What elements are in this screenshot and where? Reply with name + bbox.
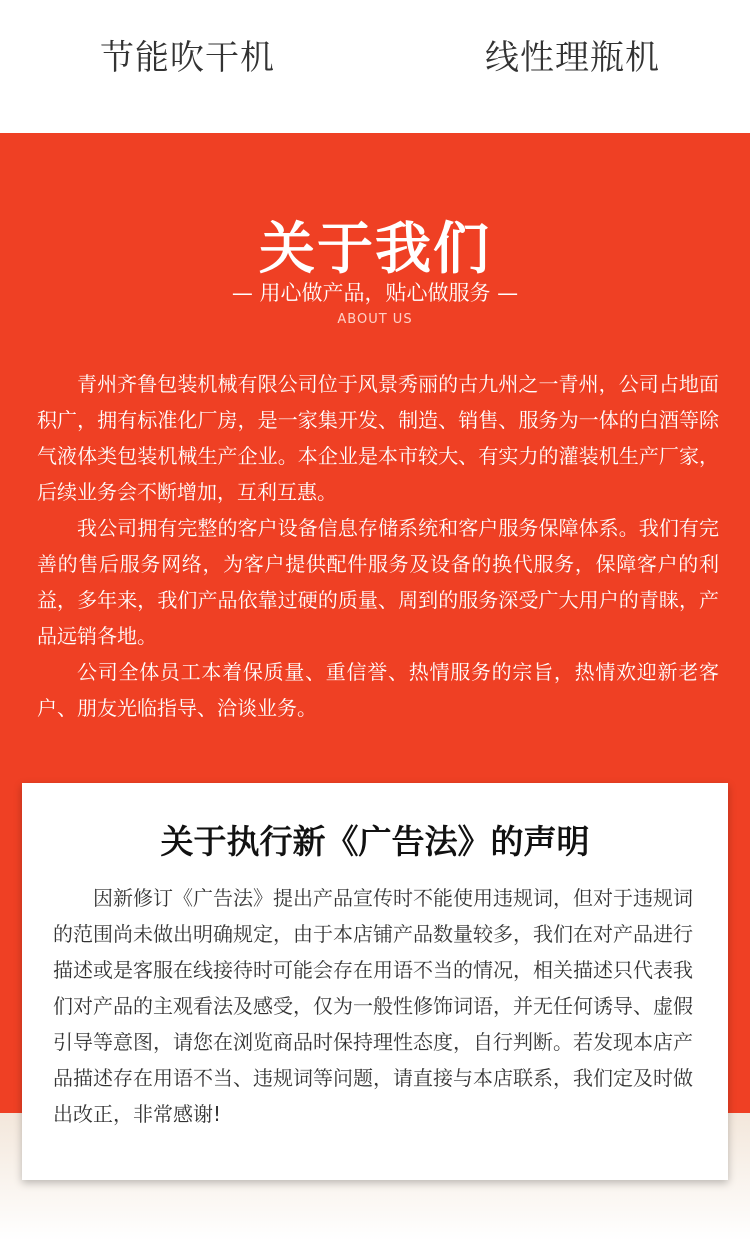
ad-law-notice-card (22, 783, 728, 1180)
notice-title: 关于执行新《广告法》的声明 (160, 822, 590, 861)
notice-body: 因新修订《广告法》提出产品宣传时不能使用违规词，但对于违规词的范围尚未做出明确规定，由于本店铺产品数量较多，我们在对产品进行描述或是客服在线接待时可能会存在用语不当的情况，相关描述只代表我们对产品的主观看法及感受，仅为一般性修饰词语，并无任何诱导、虚假引导等意图，请您在浏览商品时保持理性态度，自行判断。若发现本店产品描述存在用语不当、违规词等问题，请直接与本店联系，我们定及时做出改正，非常感谢! (53, 886, 693, 1126)
about-paragraph: 我公司拥有完整的客户设备信息存储系统和客户服务保障体系。我们有完善的售后服务网络，为客户提供配件服务及设备的换代服务，保障客户的利益，多年来，我们产品依靠过硬的质量、周到的服务深受广大用户的青睐，产品远销各地。 (37, 516, 719, 648)
about-body (37, 366, 719, 726)
about-subtitle-en: ABOUT US (337, 312, 413, 327)
about-title: 关于我们 (259, 217, 491, 282)
top-nav (0, 0, 750, 133)
about-paragraph: 青州齐鲁包装机械有限公司位于风景秀丽的古九州之一青州，公司占地面积广，拥有标准化厂房，是一家集开发、制造、销售、服务为一体的白酒等除气液体类包装机械生产企业。本企业是本市较大、有实力的灌装机生产厂家，后续业务会不断增加，互利互惠。 (37, 372, 719, 504)
nav-item-bottle-sorter[interactable]: 线性理瓶机 (485, 38, 660, 78)
about-subtitle: — 用心做产品，贴心做服务 — (231, 281, 519, 305)
about-paragraph: 公司全体员工本着保质量、重信誉、热情服务的宗旨，热情欢迎新老客户、朋友光临指导、洽谈业务。 (37, 660, 719, 720)
nav-item-dryer[interactable]: 节能吹干机 (100, 38, 275, 78)
